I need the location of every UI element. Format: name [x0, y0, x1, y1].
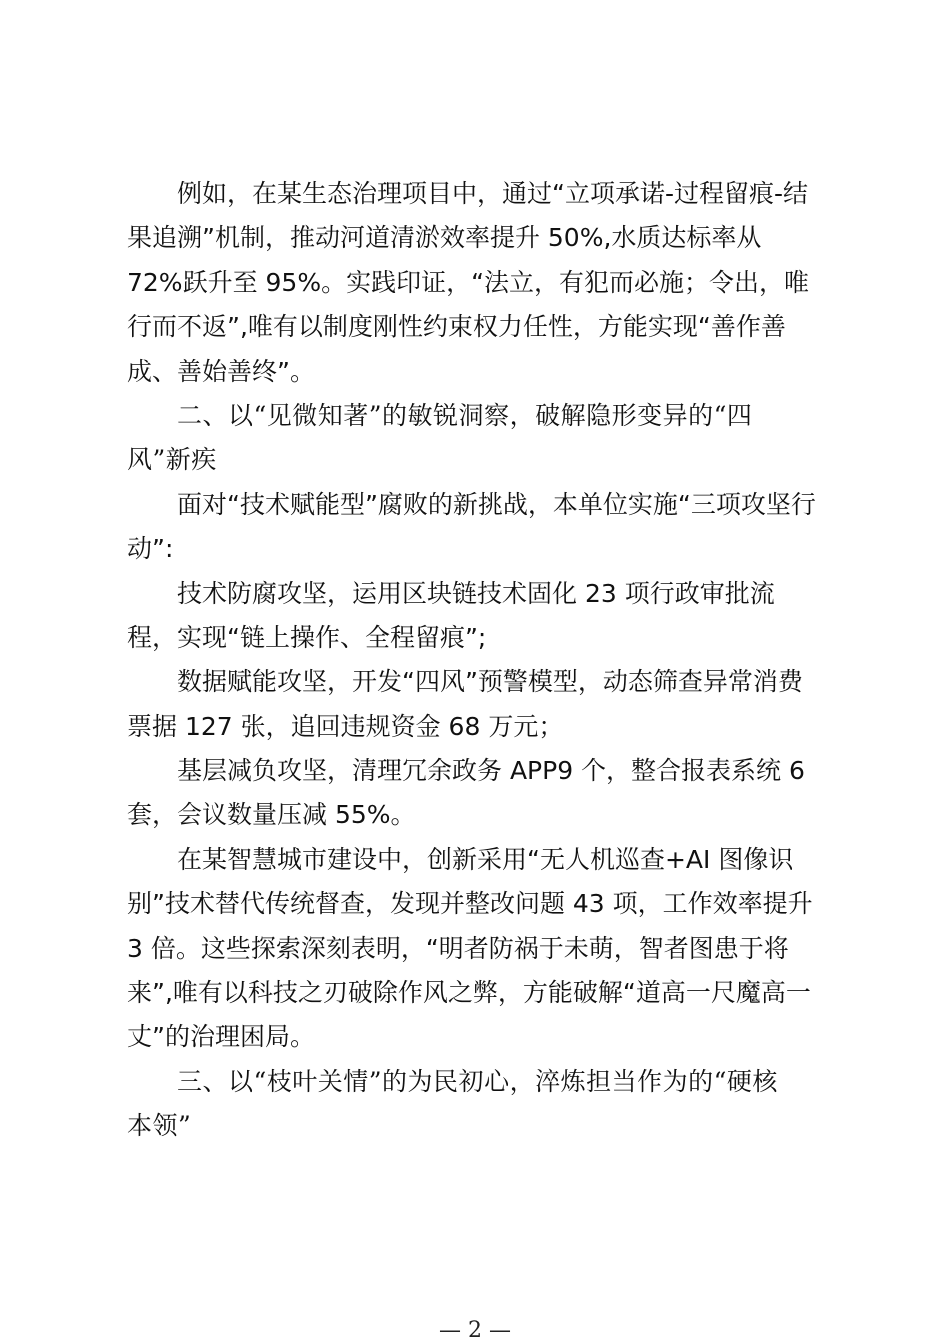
paragraph-4-line-2: 票据 127 张，追回违规资金 68 万元；: [127, 711, 564, 741]
paragraph-1-line-1: 例如，在某生态治理项目中，通过“立项承诺-过程留痕-结: [177, 179, 808, 208]
paragraph-3-line-1: 技术防腐攻坚，运用区块链技术固化 23 项行政审批流: [177, 578, 775, 608]
paragraph-4-line-1: 数据赋能攻坚，开发“四风”预警模型，动态筛查异常消费: [177, 667, 803, 697]
paragraph-1-line-3: 72%跃升至 95%。实践印证，“法立，有犯而必施；令出，唯: [127, 267, 810, 297]
paragraph-5-line-2: 套，会议数量压减 55%。: [127, 800, 416, 830]
paragraph-6-line-1: 在某智慧城市建设中，创新采用“无人机巡查+AI 图像识: [177, 844, 794, 874]
paragraph-6-line-2: 别”技术替代传统督查，发现并整改问题 43 项，工作效率提升: [127, 889, 813, 919]
paragraph-3-line-2: 程，实现“链上操作、全程留痕”;: [127, 622, 487, 652]
section-heading-2-line-2: 风”新疾: [127, 445, 217, 475]
paragraph-1-line-5: 成、善始善终”。: [127, 356, 315, 386]
paragraph-2-line-2: 动”:: [127, 534, 174, 564]
paragraph-6-line-5: 丈”的治理困局。: [127, 1022, 315, 1052]
paragraph-6-line-4: 来”,唯有以科技之刃破除作风之弊，方能破解“道高一尺魔高一: [127, 978, 811, 1008]
section-heading-3-line-1: 三、以“枝叶关情”的为民初心，淬炼担当作为的“硬核: [177, 1066, 778, 1096]
section-heading-3-line-2: 本领”: [127, 1111, 192, 1141]
section-heading-2-line-1: 二、以“见微知著”的敏锐洞察，破解隐形变异的“四: [177, 400, 753, 430]
paragraph-1-line-2: 果追溯”机制，推动河道清淤效率提升 50%,水质达标率从: [127, 223, 762, 253]
paragraph-2-line-1: 面对“技术赋能型”腐败的新挑战，本单位实施“三项攻坚行: [177, 489, 816, 519]
paragraph-6-line-3: 3 倍。这些探索深刻表明，“明者防祸于未萌，智者图患于将: [127, 933, 789, 963]
document-body: [127, 172, 837, 1149]
paragraph-1-line-4: 行而不返”,唯有以制度刚性约束权力任性，方能实现“善作善: [127, 312, 786, 342]
page-number: — 2 —: [439, 1318, 511, 1343]
paragraph-5-line-1: 基层减负攻坚，清理冗余政务 APP9 个，整合报表系统 6: [177, 756, 805, 786]
